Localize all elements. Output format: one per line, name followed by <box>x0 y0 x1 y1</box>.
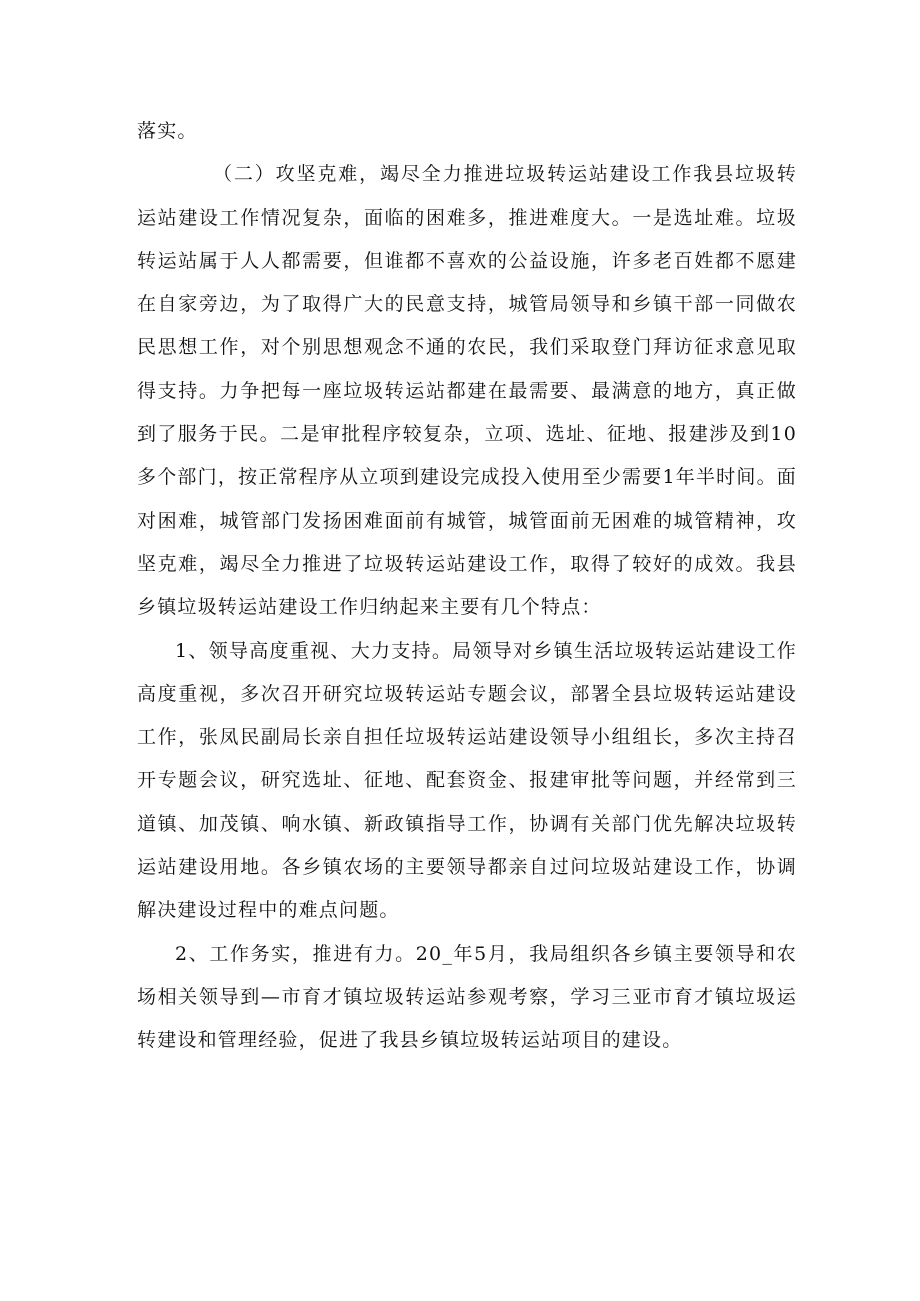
paragraph-point-two: 2、工作务实，推进有力。20_年5月，我局组织各乡镇主要领导和农场相关领导到—市育才镇垃圾转运站参观考察，学习三亚市育才镇垃圾运转建设和管理经验，促进了我县乡镇垃圾转运站项目的建设。 <box>137 942 797 1052</box>
paragraph-section-two: （二）攻坚克难，竭尽全力推进垃圾转运站建设工作我县垃圾转运站建设工作情况复杂，面临的困难多，推进难度大。一是选址难。垃圾转运站属于人人都需要，但谁都不喜欢的公益设施，许多老百姓都不愿建在自家旁边，为了取得广大的民意支持，城管局领导和乡镇干部一同做农民思想工作，对个别思想观念不通的农民，我们采取登门拜访征求意见取得支持。力争把每一座垃圾转运站都建在最需要、最满意的地方，真正做到了服务于民。二是审批程序较复杂，立项、选址、征地、报建涉及到10多个部门，按正常程序从立项到建设完成投入使用至少需要1年半时间。面对困难，城管部门发扬困难面前有城管，城管面前无困难的城管精神，攻坚克难，竭尽全力推进了垃圾转运站建设工作，取得了较好的成效。我县乡镇垃圾转运站建设工作归纳起来主要有几个特点： <box>137 163 797 619</box>
paragraph-point-one: 1、领导高度重视、大力支持。局领导对乡镇生活垃圾转运站建设工作高度重视，多次召开研究垃圾转运站专题会议，部署全县垃圾转运站建设工作，张凤民副局长亲自担任垃圾转运站建设领导小组组长，多次主持召开专题会议，研究选址、征地、配套资金、报建审批等问题，并经常到三道镇、加茂镇、响水镇、新政镇指导工作，协调有关部门优先解决垃圾转运站建设用地。各乡镇农场的主要领导都亲自过问垃圾站建设工作，协调解决建设过程中的难点问题。 <box>137 639 797 922</box>
document-body <box>137 110 797 1063</box>
paragraph-continuation: 落实。 <box>137 120 198 142</box>
